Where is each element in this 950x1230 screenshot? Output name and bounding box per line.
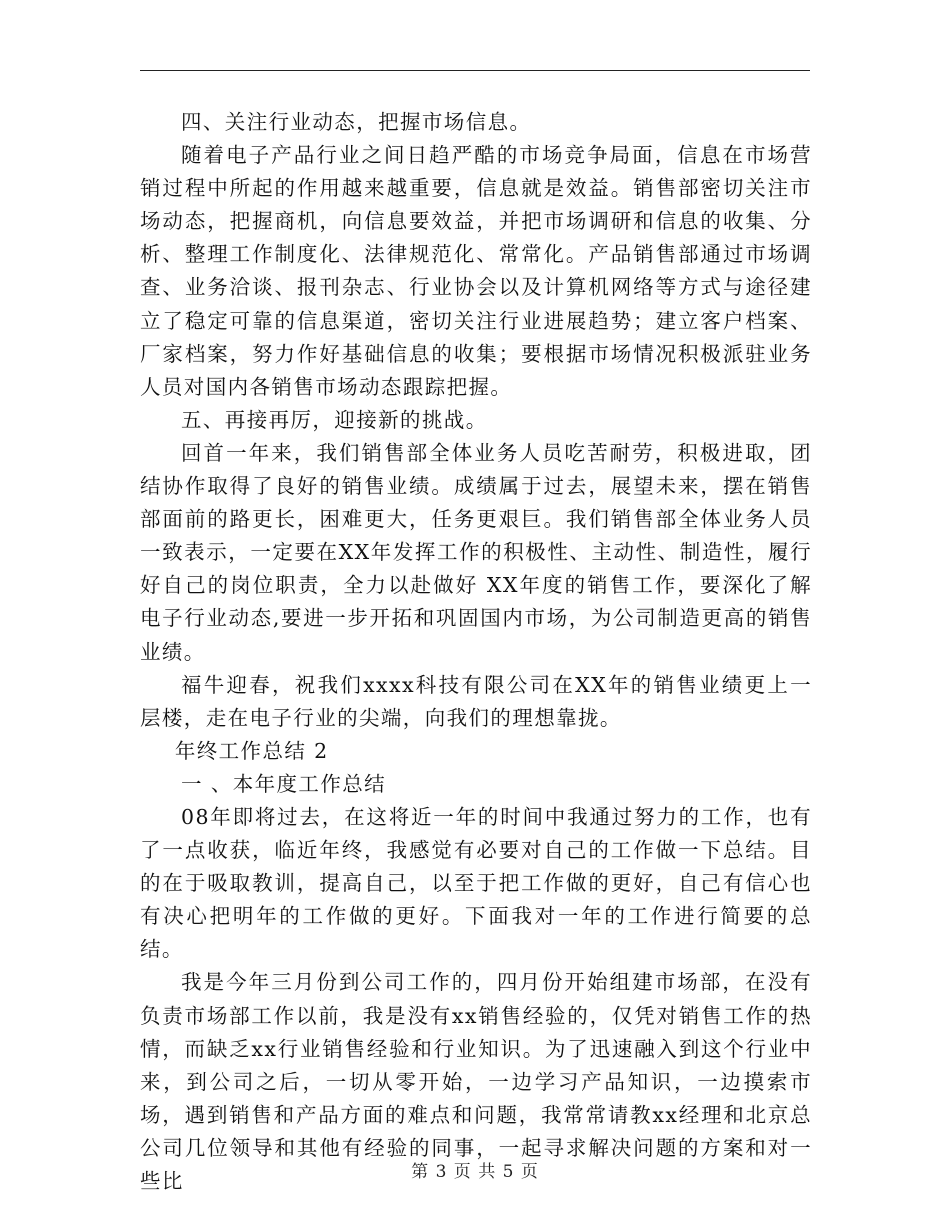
heading-section-5: 五、再接再厉，迎接新的挑战。 <box>181 407 488 432</box>
page-number: 第 3 页 共 5 页 <box>411 1162 539 1182</box>
heading-annual-summary: 一 、本年度工作总结 <box>181 771 387 796</box>
paragraph-joining-company: 我是今年三月份到公司工作的，四月份开始组建市场部，在没有负责市场部工作以前，我是没有xx销售经验的，仅凭对销售工作的热情，而缺乏xx行业销售经验和行业知识。为了迅速融入到这个行业中来，到公司之后，一切从零开始，一边学习产品知识，一边摸索市场，遇到销售和产品方面的难点和问题，我常常请教xx经理和北京总公司几位领导和其他有经验的同事，一起寻求解决问题的方案和对一些比 <box>140 970 812 1193</box>
paragraph-new-challenge: 回首一年来，我们销售部全体业务人员吃苦耐劳，积极进取，团结协作取得了良好的销售业绩。成绩属于过去，展望未来，摆在销售部面前的路更长，困难更大，任务更艰巨。我们销售部全体业务人员一致表示，一定要在XX年发挥工作的积极性、主动性、制造性，履行好自己的岗位职责，全力以赴做好 XX年度的销售工作，要深化了解电子行业动态,要进一步开拓和巩固国内市场，为公司制造更高的销售业绩。 <box>140 440 812 664</box>
paragraph-new-year-wish: 福牛迎春，祝我们xxxx科技有限公司在XX年的销售业绩更上一层楼，走在电子行业的尖端，向我们的理想靠拢。 <box>140 672 812 730</box>
header-rule <box>140 70 810 71</box>
paragraph-year-intro: 08年即将过去，在这将近一年的时间中我通过努力的工作，也有了一点收获，临近年终，我感觉有必要对自己的工作做一下总结。目的在于吸取教训，提高自己，以至于把工作做的更好，自己有信心也有决心把明年的工作做的更好。下面我对一年的工作进行简要的总结。 <box>140 804 812 962</box>
paragraph-market-info: 随着电子产品行业之间日趋严酷的市场竞争局面，信息在市场营销过程中所起的作用越来越重要，信息就是效益。销售部密切关注市场动态，把握商机，向信息要效益，并把市场调研和信息的收集、分析、整理工作制度化、法律规范化、常常化。产品销售部通过市场调查、业务洽谈、报刊杂志、行业协会以及计算机网络等方式与途径建立了稳定可靠的信息渠道，密切关注行业进展趋势；建立客户档案、厂家档案，努力作好基础信息的收集；要根据市场情况积极派驻业务人员对国内各销售市场动态跟踪把握。 <box>140 143 812 399</box>
document-body <box>140 106 812 1198</box>
heading-section-4: 四、关注行业动态，把握市场信息。 <box>181 110 532 134</box>
heading-year-end-summary-2: 年终工作总结 2 <box>174 738 329 763</box>
